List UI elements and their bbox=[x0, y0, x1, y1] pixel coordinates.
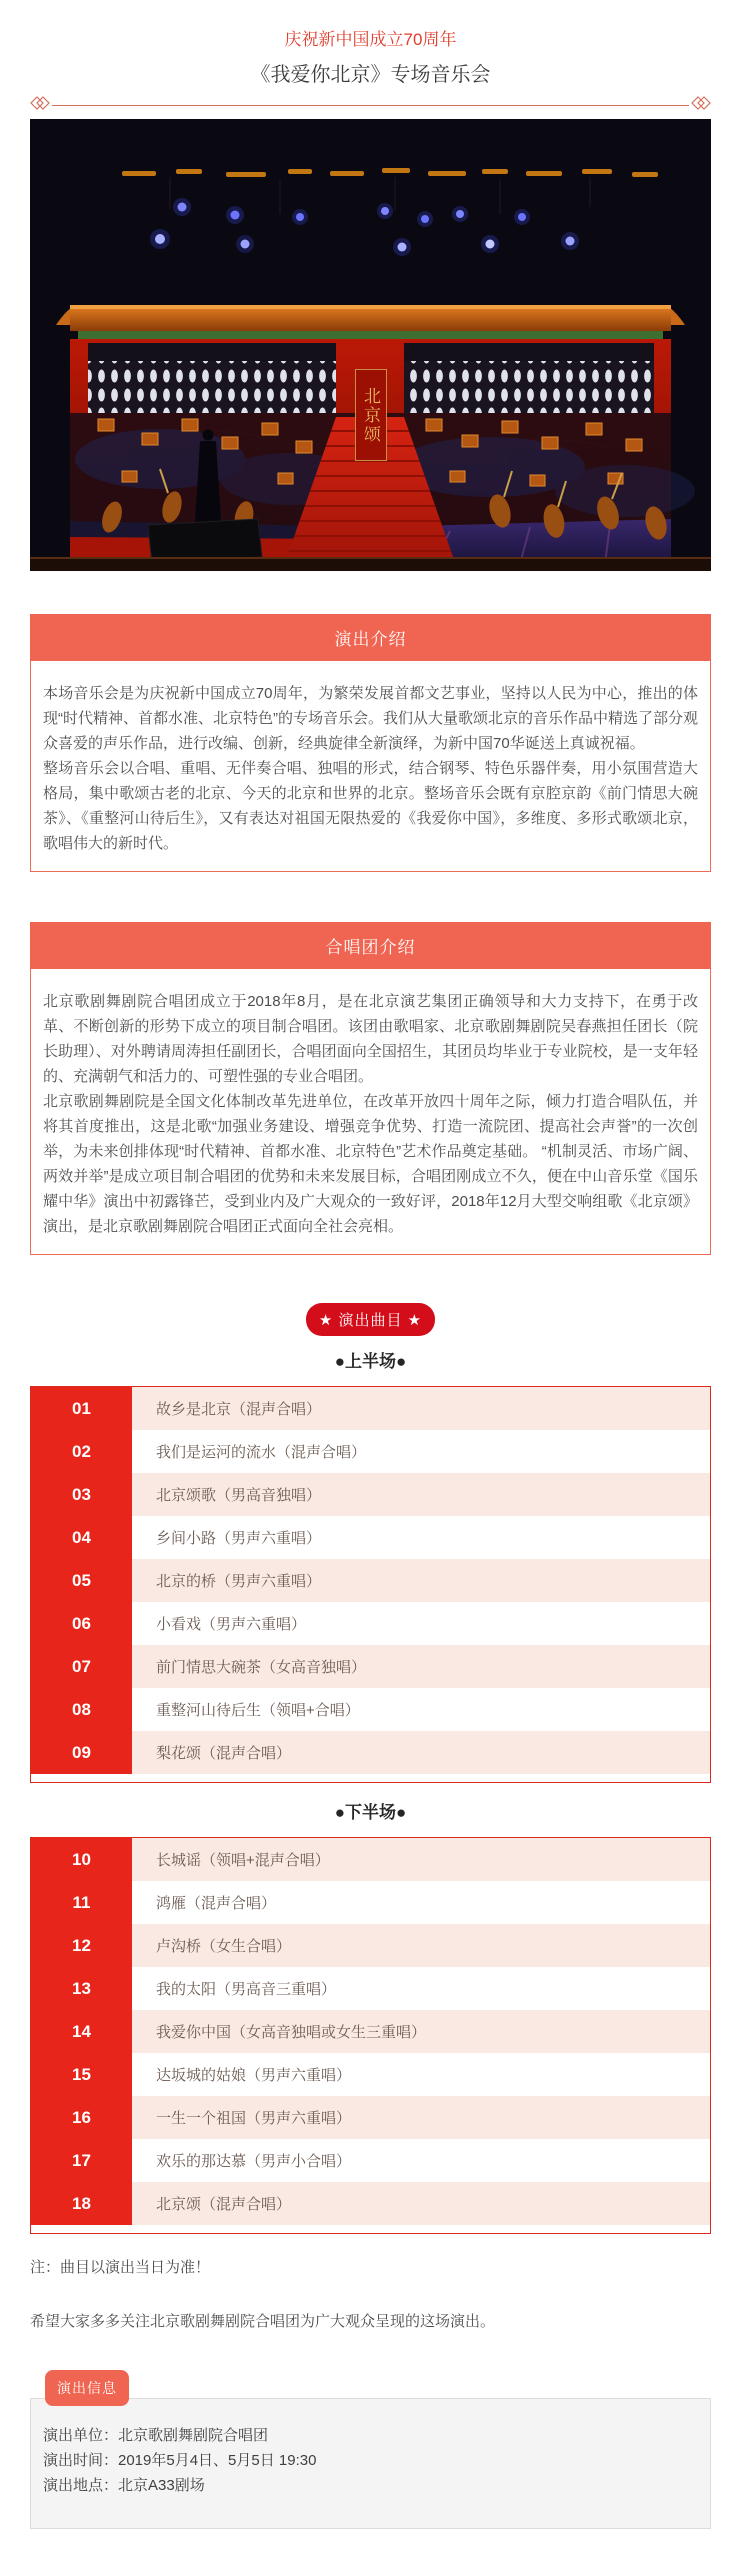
song-title: 重整河山待后生（领唱+合唱） bbox=[132, 1688, 710, 1731]
song-number: 18 bbox=[31, 2182, 132, 2225]
program-row bbox=[31, 2053, 710, 2096]
stage-plaque-text: 北京颂 bbox=[355, 369, 387, 461]
decorative-divider bbox=[30, 98, 711, 112]
program-row bbox=[31, 1881, 710, 1924]
song-title: 北京的桥（男声六重唱） bbox=[132, 1559, 710, 1602]
closing-remark: 希望大家多多关注北京歌剧舞剧院合唱团为广大观众呈现的这场演出。 bbox=[30, 2313, 496, 2330]
intro-paragraph: 本场音乐会是为庆祝新中国成立70周年，为繁荣发展首都文艺事业，坚持以人民为中心，推出的体现“时代精神、首都水准、北京特色”的专场音乐会。我们从大量歌颂北京的音乐作品中精选了部分观众喜爱的声乐作品，进行改编、创新，经典旋律全新演绎，为新中国70华诞送上真诚祝福。 bbox=[43, 685, 698, 752]
song-title: 乡间小路（男声六重唱） bbox=[132, 1516, 710, 1559]
page-subtitle: 《我爱你北京》专场音乐会 bbox=[250, 64, 491, 86]
program-row bbox=[31, 1645, 710, 1688]
program-note: 注：曲目以演出当日为准！ bbox=[30, 2259, 211, 2276]
program-row bbox=[31, 2096, 710, 2139]
choir-paragraph: 北京歌剧舞剧院是全国文化体制改革先进单位，在改革开放四十周年之际，倾力打造合唱队伍，并将其首度推出，这是北歌“加强业务建设、增强竞争优势、打造一流院团、提高社会声誉”的一次创举，为未来创排体现“时代精神、首都水准、北京特色”艺术作品奠定基础。 “机制灵活、市场广阔、两效并举”是成立项目制合唱团的优势和未来发展目标，合唱团刚成立不久，便在中山音乐堂《国乐耀中华》演出中初露锋芒，受到业内及广大观众的一致好评，2018年12月大型交响组歌《北京颂》演出，是北京歌剧舞剧院合唱团正式面向全社会亮相。 bbox=[43, 1093, 698, 1235]
song-number: 06 bbox=[31, 1602, 132, 1645]
song-title: 前门情思大碗茶（女高音独唱） bbox=[132, 1645, 710, 1688]
program-row bbox=[31, 1688, 710, 1731]
song-number: 02 bbox=[31, 1430, 132, 1473]
song-title: 卢沟桥（女生合唱） bbox=[132, 1924, 710, 1967]
double-diamond-icon bbox=[689, 96, 711, 115]
info-badge: 演出信息 bbox=[45, 2370, 129, 2406]
program-row bbox=[31, 1559, 710, 1602]
program-row bbox=[31, 1967, 710, 2010]
info-line: 演出时间：2019年5月4日、5月5日 19:30 bbox=[43, 2452, 317, 2469]
divider-line bbox=[52, 105, 689, 106]
section-heading-choir: 合唱团介绍 bbox=[30, 922, 711, 969]
song-number: 09 bbox=[31, 1731, 132, 1774]
song-title: 北京颂歌（男高音独唱） bbox=[132, 1473, 710, 1516]
program-badge: ★ 演出曲目 ★ bbox=[306, 1303, 435, 1336]
program-second-half-table bbox=[30, 1837, 711, 2234]
program-first-half-table bbox=[30, 1386, 711, 1783]
program-row bbox=[31, 1473, 710, 1516]
program-row bbox=[31, 1731, 710, 1774]
program-row bbox=[31, 1387, 710, 1430]
song-number: 15 bbox=[31, 2053, 132, 2096]
song-title: 我爱你中国（女高音独唱或女生三重唱） bbox=[132, 2010, 710, 2053]
page-title: 庆祝新中国成立70周年 bbox=[284, 30, 457, 49]
song-number: 16 bbox=[31, 2096, 132, 2139]
song-title: 长城谣（领唱+混声合唱） bbox=[132, 1838, 710, 1881]
song-number: 01 bbox=[31, 1387, 132, 1430]
song-number: 04 bbox=[31, 1516, 132, 1559]
program-row bbox=[31, 2139, 710, 2182]
program-row bbox=[31, 1430, 710, 1473]
choir-paragraph: 北京歌剧舞剧院合唱团成立于2018年8月，是在北京演艺集团正确领导和大力支持下，在勇于改革、不断创新的形势下成立的项目制合唱团。该团由歌唱家、北京歌剧舞剧院吴春燕担任团长（院长助理）、对外聘请周涛担任副团长，合唱团面向全国招生，其团员均毕业于专业院校，是一支年轻的、充满朝气和活力的、可塑性强的专业合唱团。 bbox=[43, 993, 698, 1085]
song-title: 我的太阳（男高音三重唱） bbox=[132, 1967, 710, 2010]
program-row bbox=[31, 2010, 710, 2053]
second-half-heading: ●下半场● bbox=[334, 1803, 407, 1822]
double-diamond-icon bbox=[30, 96, 52, 115]
song-number: 17 bbox=[31, 2139, 132, 2182]
song-title: 故乡是北京（混声合唱） bbox=[132, 1387, 710, 1430]
song-title: 我们是运河的流水（混声合唱） bbox=[132, 1430, 710, 1473]
song-title: 一生一个祖国（男声六重唱） bbox=[132, 2096, 710, 2139]
song-number: 11 bbox=[31, 1881, 132, 1924]
song-number: 03 bbox=[31, 1473, 132, 1516]
song-title: 欢乐的那达慕（男声小合唱） bbox=[132, 2139, 710, 2182]
concert-photo bbox=[30, 119, 711, 571]
song-title: 北京颂（混声合唱） bbox=[132, 2182, 710, 2225]
song-number: 13 bbox=[31, 1967, 132, 2010]
song-number: 12 bbox=[31, 1924, 132, 1967]
program-row bbox=[31, 2182, 710, 2225]
song-number: 14 bbox=[31, 2010, 132, 2053]
info-line: 演出单位：北京歌剧舞剧院合唱团 bbox=[43, 2427, 269, 2444]
section-heading-intro: 演出介绍 bbox=[30, 614, 711, 661]
song-number: 07 bbox=[31, 1645, 132, 1688]
info-line: 演出地点：北京A33剧场 bbox=[43, 2477, 205, 2494]
program-row bbox=[31, 1602, 710, 1645]
intro-text-box bbox=[30, 661, 711, 872]
intro-paragraph: 整场音乐会以合唱、重唱、无伴奏合唱、独唱的形式，结合钢琴、特色乐器伴奏，用小氛围营造大格局，集中歌颂古老的北京、今天的北京和世界的北京。整场音乐会既有京腔京韵《前门情思大碗茶》、《重整河山待后生》，又有表达对祖国无限热爱的《我爱你中国》，多维度、多形式歌颂北京，歌唱伟大的新时代。 bbox=[43, 760, 698, 852]
song-title: 小看戏（男声六重唱） bbox=[132, 1602, 710, 1645]
program-row bbox=[31, 1516, 710, 1559]
song-number: 10 bbox=[31, 1838, 132, 1881]
song-number: 08 bbox=[31, 1688, 132, 1731]
song-title: 达坂城的姑娘（男声六重唱） bbox=[132, 2053, 710, 2096]
song-title: 梨花颂（混声合唱） bbox=[132, 1731, 710, 1774]
performance-info-box bbox=[30, 2398, 711, 2529]
first-half-heading: ●上半场● bbox=[334, 1352, 407, 1371]
program-row bbox=[31, 1924, 710, 1967]
song-title: 鸿雁（混声合唱） bbox=[132, 1881, 710, 1924]
stage-illustration bbox=[30, 119, 711, 571]
choir-text-box bbox=[30, 969, 711, 1255]
song-number: 05 bbox=[31, 1559, 132, 1602]
program-row bbox=[31, 1838, 710, 1881]
